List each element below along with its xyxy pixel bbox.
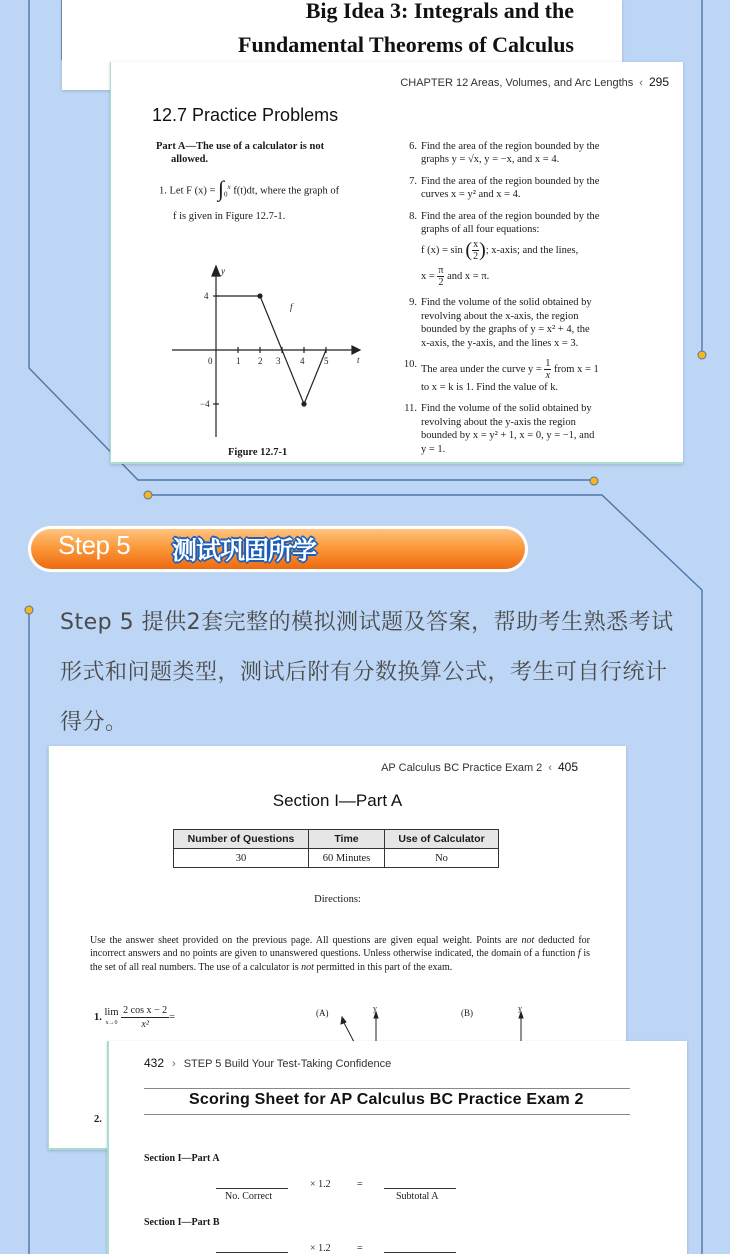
step-description: Step 5 提供2套完整的模拟测试题及答案，帮助考生熟悉考试形式和问题类型，测试后附有分数换算公式，考生可自行统计得分。 — [60, 610, 674, 735]
exam-info-table: Number of Questions Time Use of Calculator 30 60 Minutes No — [173, 829, 499, 868]
cover-title-line2: Fundamental Theorems of Calculus — [238, 32, 574, 57]
question-6: 6. Find the area of the region bounded by the graphs y = √x, y = −x, and x = 4. — [409, 141, 600, 166]
running-head: 432 › STEP 5 Build Your Test-Taking Confidence — [144, 1056, 392, 1070]
section-title: 12.7 Practice Problems — [152, 105, 339, 125]
step-label-en: Step 5 — [58, 530, 131, 560]
chevron-left-icon: ‹ — [639, 77, 643, 89]
exam-question-1: 1. lim x→0 $\frac{\text{2 cos x − 2}}{\text{x²}}$ = — [94, 1005, 176, 1030]
integral-symbol: ∫ — [218, 176, 225, 202]
running-head: CHAPTER 12 Areas, Volumes, and Arc Lengths ‹ 295 — [400, 75, 669, 89]
question-9: 9. Find the volume of the solid obtained by revolving about the x-axis, the region bounded by the graphs of y = x² + 4, the x-axis, the y-axis, and the lines x = 3. — [409, 297, 592, 349]
svg-text:2: 2 — [258, 356, 263, 366]
step-label-cn: 测试巩固所学 — [172, 536, 317, 565]
no-correct-blank[interactable] — [216, 1188, 288, 1189]
subtotal-b-blank[interactable] — [384, 1252, 456, 1253]
question-7: 7. Find the area of the region bounded by the curves x = y² and x = 4. — [409, 175, 600, 201]
svg-text:y: y — [221, 266, 225, 276]
running-head: AP Calculus BC Practice Exam 2 ‹ 405 — [381, 760, 578, 774]
question-10: 10. The area under the curve y = $\frac{1}{x}$ from x = 1 to x = k is 1. Find the value of k. — [403, 358, 599, 394]
step-banner — [28, 526, 528, 572]
option-b: (B) — [461, 1008, 473, 1018]
divider — [144, 1088, 630, 1089]
section-part-a-label: Section I—Part A — [144, 1153, 220, 1164]
circuit-node — [698, 351, 706, 359]
scoring-title: Scoring Sheet for AP Calculus BC Practice Exam 2 — [189, 1091, 584, 1108]
question-11: 11. Find the volume of the solid obtained by revolving about the y-axis the region bounded by x = y² + 1, x = 0, y = −1, and y = 1. — [404, 403, 595, 455]
scoring-page: 432 › STEP 5 Build Your Test-Taking Confidence Scoring Sheet for AP Calculus BC Practice Exam 2 Section I—Part A × 1.2 = No. Correct Subtotal A Section I—Part B × 1.2 = — [107, 1041, 687, 1254]
divider — [144, 1114, 630, 1115]
table-row: 30 60 Minutes No — [174, 849, 499, 868]
question-8: 8. Find the area of the region bounded by the graphs of all four equations: f (x) = sin ( $\frac{x}{2}$ ); x-axis; and the lines, x = $\frac{\pi}{2}$ and x = π. — [409, 210, 600, 289]
svg-text:1: 1 — [236, 356, 241, 366]
svg-text:y: y — [373, 1004, 377, 1013]
svg-text:f: f — [290, 302, 293, 312]
practice-problems-page — [110, 62, 683, 464]
svg-text:4: 4 — [300, 356, 305, 366]
questions-column — [401, 140, 616, 464]
chevron-right-icon: › — [172, 1058, 176, 1070]
svg-text:y: y — [518, 1004, 522, 1013]
directions-title: Directions: — [314, 894, 361, 905]
subtotal-a-blank[interactable] — [384, 1188, 456, 1189]
no-correct-b-blank[interactable] — [216, 1252, 288, 1253]
part-a-heading: Part A—The use of a calculator is not allowed. — [156, 141, 325, 165]
section-title: Section I—Part A — [272, 791, 403, 810]
svg-text:5: 5 — [324, 356, 329, 366]
chevron-left-icon: ‹ — [548, 762, 552, 774]
exam-question-2: 2. — [94, 1114, 102, 1125]
svg-text:0: 0 — [208, 356, 213, 366]
page-number: 295 — [648, 75, 669, 89]
figure-caption: Figure 12.7-1 — [228, 447, 288, 458]
option-a: (A) — [316, 1008, 329, 1018]
figure-graph — [166, 262, 366, 442]
svg-text:4: 4 — [204, 291, 209, 301]
directions-body: Use the answer sheet provided on the previous page. All questions are given equal weight. Points are not deducted for incorrect answers and no points are given to unanswered questions. Unless otherwise indicated, the domain of a function f is the set of all real numbers. The use of a calculator is not permitted in this part of the exam. — [90, 935, 590, 973]
page-number: 432 — [144, 1056, 165, 1070]
svg-text:t: t — [357, 355, 360, 365]
svg-text:3: 3 — [276, 356, 281, 366]
page-number: 405 — [557, 760, 578, 774]
question-1: 1. Let F $(x) = \int_0^x$ f(t)dt, where the graph of f is given in Figure 12.7-1. — [159, 176, 340, 222]
section-part-b-label: Section I—Part B — [144, 1217, 220, 1228]
cover-title-line1: Big Idea 3: Integrals and the — [305, 0, 574, 23]
svg-text:−4: −4 — [200, 399, 210, 409]
